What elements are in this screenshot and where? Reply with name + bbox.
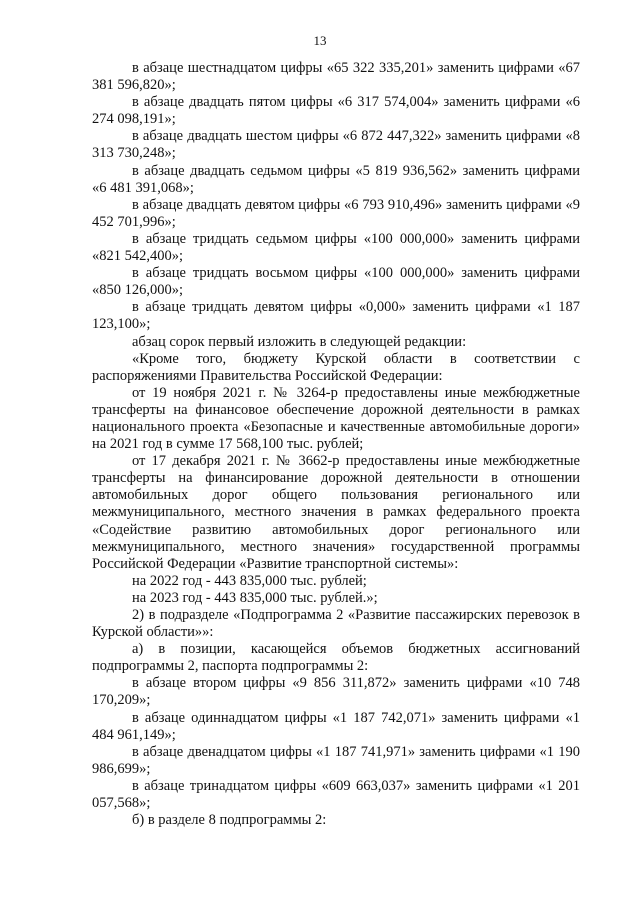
document-body [92,60,580,829]
paragraph: 2) в подразделе «Подпрограмма 2 «Развитие пассажирских перевозок в Курской области»»: [92,607,580,641]
paragraph: в абзаце двадцать девятом цифры «6 793 910,496» заменить цифрами «9 452 701,996»; [92,196,580,230]
paragraph: на 2023 год - 443 835,000 тыс. рублей.»; [132,589,378,606]
paragraph: от 17 декабря 2021 г. № 3662-р предоставлены иные межбюджетные трансферты на финансирование дорожной деятельности в отношении автомобильных дорог общего пользования регионального или межмуниципального, местного значения в рамках федерального проекта «Содействие развитию автомобильных дорог регионального или межмуниципального, местного значения» государственной программы Российской Федерации «Развитие транспортной системы»: [92,453,580,572]
paragraph: в абзаце двадцать седьмом цифры «5 819 936,562» заменить цифрами «6 481 391,068»; [92,162,580,196]
page-number: 13 [313,33,327,48]
paragraph: в абзаце шестнадцатом цифры «65 322 335,201» заменить цифрами «67 381 596,820»; [92,60,580,94]
paragraph: б) в разделе 8 подпрограммы 2: [132,812,327,829]
paragraph: в абзаце двадцать шестом цифры «6 872 447,322» заменить цифрами «8 313 730,248»; [92,128,580,162]
paragraph: в абзаце двенадцатом цифры «1 187 741,971» заменить цифрами «1 190 986,699»; [92,743,580,777]
paragraph: в абзаце одиннадцатом цифры «1 187 742,071» заменить цифрами «1 484 961,149»; [92,709,580,743]
paragraph: в абзаце тридцать восьмом цифры «100 000,000» заменить цифрами «850 126,000»; [92,265,580,299]
paragraph: на 2022 год - 443 835,000 тыс. рублей; [132,572,367,589]
paragraph: в абзаце тринадцатом цифры «609 663,037» заменить цифрами «1 201 057,568»; [92,777,580,812]
paragraph: в абзаце двадцать пятом цифры «6 317 574,004» заменить цифрами «6 274 098,191»; [92,94,580,128]
paragraph: от 19 ноября 2021 г. № 3264-р предоставлены иные межбюджетные трансферты на финансовое обеспечение дорожной деятельности в рамках национального проекта «Безопасные и качественные автомобильные дороги» на 2021 год в сумме 17 568,100 тыс. рублей; [92,384,580,453]
paragraph: «Кроме того, бюджету Курской области в соответствии с распоряжениями Правительства Российской Федерации: [92,350,580,384]
paragraph: в абзаце тридцать девятом цифры «0,000» заменить цифрами «1 187 123,100»; [92,299,580,333]
paragraph: абзац сорок первый изложить в следующей редакции: [132,333,467,350]
paragraph: в абзаце тридцать седьмом цифры «100 000,000» заменить цифрами «821 542,400»; [92,230,580,265]
paragraph: а) в позиции, касающейся объемов бюджетных ассигнований подпрограммы 2, паспорта подпрограммы 2: [92,641,580,675]
paragraph: в абзаце втором цифры «9 856 311,872» заменить цифрами «10 748 170,209»; [92,675,580,709]
